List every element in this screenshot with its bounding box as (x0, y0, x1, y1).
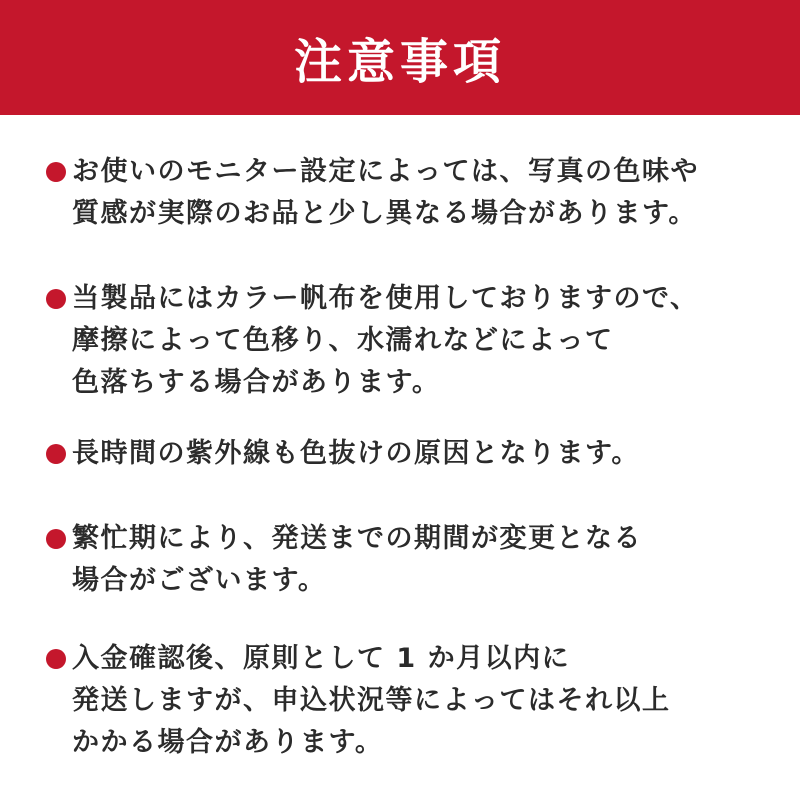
note-line: 入金確認後、原則として 1 か月以内に (72, 643, 571, 674)
note-line: かかる場合があります。 (72, 727, 384, 758)
note-line: 発送しますが、申込状況等によってはそれ以上 (72, 685, 671, 716)
bullet-dot-icon (46, 289, 66, 309)
note-line: 当製品にはカラー帆布を使用しておりますので、 (72, 283, 699, 314)
note-uv-fading (46, 433, 786, 475)
note-line: 場合がございます。 (72, 565, 327, 596)
note-canvas-fabric (46, 278, 786, 404)
bullet-dot-icon (46, 649, 66, 669)
page-title: 注意事項 (293, 34, 506, 90)
header-banner (0, 0, 800, 115)
note-line: 摩擦によって色移り、水濡れなどによって (72, 325, 614, 356)
note-line: お使いのモニター設定によっては、写真の色味や (72, 156, 699, 187)
note-line: 長時間の紫外線も色抜けの原因となります。 (72, 438, 640, 469)
note-shipping-timing (46, 638, 786, 764)
note-monitor-color (46, 151, 786, 235)
note-line: 質感が実際のお品と少し異なる場合があります。 (72, 198, 697, 229)
bullet-dot-icon (46, 444, 66, 464)
notes-list (0, 115, 800, 801)
note-line: 繁忙期により、発送までの期間が変更となる (72, 523, 642, 554)
bullet-dot-icon (46, 529, 66, 549)
note-line: 色落ちする場合があります。 (72, 367, 441, 398)
bullet-dot-icon (46, 162, 66, 182)
note-busy-season (46, 518, 786, 602)
